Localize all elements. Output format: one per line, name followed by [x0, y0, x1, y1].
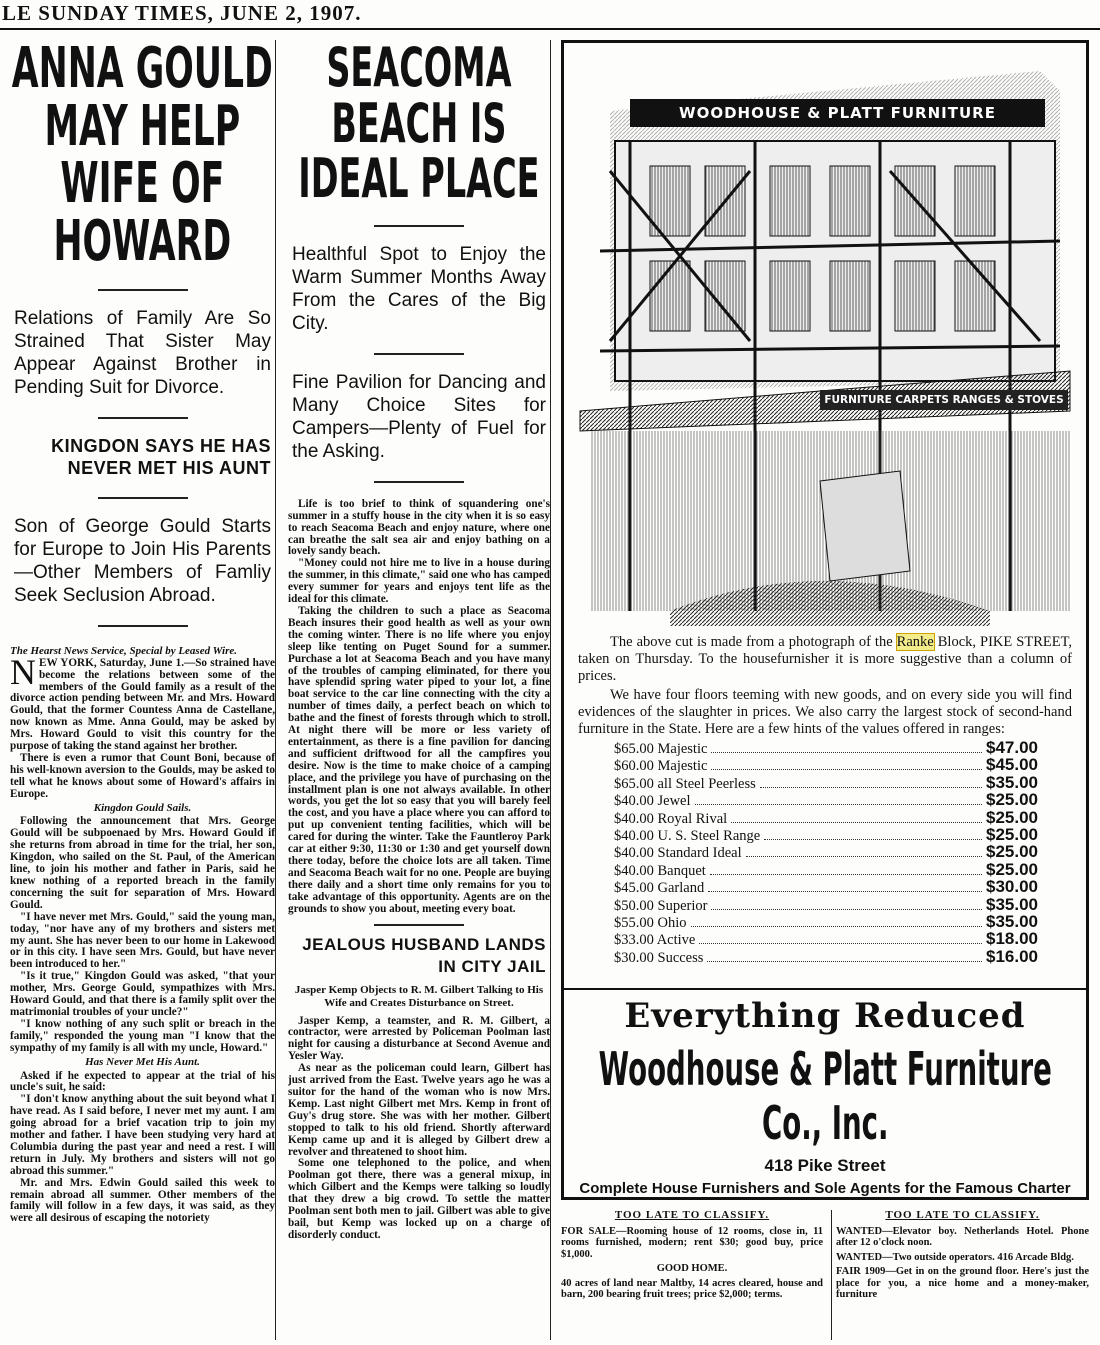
everything-reduced: Everything Reduced	[564, 988, 1086, 1036]
leader-dots	[764, 839, 982, 840]
price-row	[614, 827, 1038, 844]
headline-gould: ANNA GOULD MAY HELP WIFE OF HOWARD	[11, 40, 274, 275]
deck-relations: Relations of Family Are So Strained That Sister May Appear Against Brother in Pending Suit for Divorce.	[14, 307, 271, 398]
leader-dots	[691, 926, 983, 927]
caption-text: The above cut is made from a photograph of the	[610, 634, 897, 650]
classified-left	[561, 1210, 832, 1340]
price-row	[614, 879, 1038, 896]
sale-price: $47.00	[986, 738, 1038, 757]
company-address: 418 Pike Street	[764, 1156, 886, 1176]
company-name: Woodhouse & Platt Furniture Co., Inc.	[598, 1042, 1052, 1151]
leader-dots	[699, 943, 982, 944]
divider	[374, 481, 464, 483]
paragraph: Some one telephoned to the police, and when Poolman got there, there was a general mixup, in which Gilbert and the Kemps were talking so loudly that they drew a big crowd. To settle the matter Poolman sent both men to jail. Gilbert was able to give bail, but Kemp was locked up on a charge of disorderly conduct.	[288, 1157, 550, 1241]
price-row	[614, 946, 1038, 966]
sale-price: $35.00	[986, 912, 1038, 932]
deck-son: Son of George Gould Starts for Europe to Join His Parents—Other Members of Famliy Seek Seclusion Abroad.	[14, 515, 271, 606]
paragraph: "I don't know anything about the suit beyond what I have read. As I said before, I never met my aunt. I am going abroad for a brief vacation trip to join my mother and father. I have been studying very hard at Columbia during the past year and need a rest. I will return in July. My brothers and sisters will not go abroad this summer."	[10, 1093, 275, 1177]
store-sign: WOODHOUSE & PLATT FURNITURE	[630, 99, 1045, 127]
range-model: $65.00 Majestic	[614, 741, 708, 757]
ad-caption	[564, 634, 1086, 738]
divider	[98, 625, 188, 627]
sale-price: $35.00	[986, 894, 1038, 914]
classified-heading: TOO LATE TO CLASSIFY.	[885, 1210, 1040, 1221]
paragraph: As near as the policeman could learn, Gilbert has just arrived from the East. Twelve years ago he was a suitor for the hand of the woman who is now Mrs. Kemp. Last night Gilbert met Mrs. Kemp in front of Guy's drug store. She was with her mother. Gilbert stopped to talk to his old friend. Shortly afterward Kemp came up and it is alleged by Gilbert drew a revolver and threatened to shoot him.	[288, 1062, 550, 1158]
subhead-kingdon-sails: Kingdon Gould Sails.	[93, 801, 192, 814]
range-model: $60.00 Majestic	[614, 758, 708, 775]
divider	[98, 417, 188, 419]
deck-kemp: Jasper Kemp Objects to R. M. Gilbert Talking to His Wife and Creates Disturbance on Street.	[294, 983, 544, 1009]
price-row	[614, 894, 1038, 914]
building-illustration	[570, 51, 1080, 626]
paragraph: Jasper Kemp, a teamster, and R. M. Gilbert, a contractor, were arrested by Policeman Poolman last night for causing a disturbance at Second Avenue and Yesler Way.	[288, 1014, 550, 1063]
range-model: $33.00 Active	[614, 932, 696, 949]
highlighted-word-ranke: Ranke	[896, 634, 934, 650]
paragraph: Life is too brief to think of squandering one's summer in a stuffy house in the city when it is so easy to reach Seacoma Beach and enjoy nature, where one can breathe the salt sea air and enjoy bathing on a lovely sandy beach.	[288, 497, 550, 558]
divider	[374, 225, 464, 227]
paragraph: Following the announcement that Mrs. George Gould will be subpoenaed by Mrs. Howard Gould if she returns from abroad in time for the trial, her son, Kingdon, who sailed on the St. Paul, of the American line, to join his mother and father in Paris, said he knew nothing of a reported breach in the family concerning the suit for separation of Mrs. Howard Gould.	[10, 815, 275, 911]
paragraph: There is even a rumor that Count Boni, because of his well-known aversion to the Goulds, may be asked to tell what he knows about some of Howard's affairs in Europe.	[10, 751, 275, 800]
paragraph: "Is it true," Kingdon Gould was asked, "that your mother, Mrs. George Gould, sympathizes with Mrs. Howard Gould, and that there is a family split over the matrimonial troubles of your uncle?"	[10, 970, 275, 1018]
price-row	[614, 807, 1038, 827]
paragraph: Mr. and Mrs. Edwin Gould sailed this week to remain abroad all summer. Other members of the family will follow in a few days, it was said, as they were all desirous of escaping the notoriety	[10, 1176, 275, 1225]
sale-price: $25.00	[986, 790, 1038, 810]
paragraph: "I have never met Mrs. Gould," said the young man, today, "nor have any of my brothers and sisters met my aunt. She has never been to our home in Lakewood or in this city. I have seen Mrs. Gould, but have never been introduced to her."	[10, 910, 275, 971]
price-row	[614, 772, 1038, 792]
range-model: $40.00 Royal Rival	[614, 810, 728, 827]
price-row	[614, 792, 1038, 809]
sale-price: $35.00	[986, 772, 1038, 792]
article-body	[288, 1016, 550, 1242]
divider	[98, 289, 188, 291]
range-model: $40.00 U. S. Steel Range	[614, 828, 761, 845]
price-row	[614, 914, 1038, 931]
classified-heading: GOOD HOME.	[656, 1263, 728, 1274]
sale-price: $25.00	[986, 825, 1038, 845]
classified-ad: FAIR 1909—Get in on the ground floor. Here's just the place for you, a nice home and a money-maker, furniture	[836, 1266, 1089, 1300]
article-body	[288, 499, 550, 916]
paragraph: EW YORK, Saturday, June 1.—So strained have become the relations between some of the members of the Gould family as a result of the divorce action pending between Mr. and Mrs. Howard Gould, that the former Countess Anna de Castellane, now known as Mme. Anna Gould, may be asked by Mrs. Howard Gould to visit this country for the purpose of taking the stand against her brother.	[10, 656, 275, 753]
sale-price: $45.00	[986, 755, 1038, 775]
caption-text: We have four floors teeming with new goods, and on every side you will find evidences of the slaughter in prices. We also carry the largest stock of second-hand furniture in the State. Here are a few hints of the values offered in ranges:	[578, 687, 1072, 737]
price-row	[614, 740, 1038, 757]
sale-price: $16.00	[986, 946, 1038, 966]
leader-dots	[711, 752, 982, 753]
range-model: $55.00 Ohio	[614, 915, 687, 932]
furniture-advertisement	[561, 40, 1089, 1200]
leader-dots	[760, 787, 982, 788]
leader-dots	[746, 856, 982, 857]
sale-price: $18.00	[986, 929, 1038, 949]
leader-dots	[710, 874, 982, 875]
leader-dots	[707, 961, 982, 962]
price-row	[614, 757, 1038, 774]
divider	[374, 924, 464, 926]
range-model: $40.00 Standard Ideal	[614, 845, 742, 862]
paragraph: "Money could not hire me to live in a house during the summer, in this climate," said one who has camped every summer for years and enjoys tent life as the ideal for this climate.	[288, 557, 550, 606]
range-model: $40.00 Jewel	[614, 793, 691, 810]
sale-price: $25.00	[986, 807, 1038, 827]
classified-heading: TOO LATE TO CLASSIFY.	[614, 1210, 770, 1221]
classifieds	[561, 1210, 1089, 1340]
classified-right	[836, 1210, 1089, 1340]
classified-ad: WANTED—Elevator boy. Netherlands Hotel. Phone after 12 o'clock noon.	[836, 1225, 1089, 1248]
range-model: $45.00 Garland	[614, 880, 705, 897]
classified-ad: FOR SALE—Rooming house of 12 rooms, close in, 11 rooms furnished, modern; rent $30; good buy, price $1,000.	[561, 1225, 823, 1260]
leader-dots	[731, 822, 982, 823]
article-body	[10, 651, 275, 1226]
headline-jealous-husband: JEALOUS HUSBAND LANDS IN CITY JAIL	[302, 934, 546, 976]
caption-text: Block, PIKE STREET, taken on Thursday. To the housefurnisher it is more suggestive than a column of prices.	[578, 634, 1072, 684]
masthead: LE SUNDAY TIMES, JUNE 2, 1907.	[0, 0, 1100, 30]
price-row	[614, 859, 1038, 879]
sale-price: $25.00	[986, 842, 1038, 862]
price-row	[614, 931, 1038, 948]
company-tagline: Complete House Furnishers and Sole Agents for the Famous Charter	[579, 1180, 1071, 1198]
classified-ad: 40 acres of land near Maltby, 14 acres cleared, house and barn, 200 bearing fruit trees; price $2,000; terms.	[561, 1277, 823, 1300]
sale-price: $25.00	[986, 859, 1038, 879]
divider	[98, 497, 188, 499]
paragraph: Asked if he expected to appear at the trial of his uncle's suit, he said:	[10, 1069, 275, 1094]
leader-dots	[711, 769, 982, 770]
sale-price: $30.00	[986, 877, 1038, 897]
deck-kingdon: KINGDON SAYS HE HAS NEVER MET HIS AUNT	[51, 435, 271, 478]
article-gould	[10, 40, 276, 1340]
leader-dots	[708, 891, 982, 892]
article-seacoma	[288, 40, 551, 1340]
deck-healthful: Healthful Spot to Enjoy the Warm Summer Months Away From the Cares of the Big City.	[292, 243, 546, 334]
wire-credit: The Hearst News Service, Special by Leased Wire.	[10, 644, 237, 657]
deck-pavilion: Fine Pavilion for Dancing and Many Choice Sites for Campers—Plenty of Fuel for the Asking.	[292, 371, 546, 462]
headline-seacoma: SEACOMA BEACH IS IDEAL PLACE	[298, 40, 540, 211]
divider	[374, 353, 464, 355]
classified-ad: WANTED—Two outside operators. 416 Arcade Bldg.	[836, 1251, 1074, 1263]
range-model: $65.00 all Steel Peerless	[614, 775, 756, 792]
paragraph: "I know nothing of any such split or breach in the family," responded the young man "I know that the sympathy of my family is all with my uncle, Howard."	[10, 1017, 275, 1054]
building-engraving	[570, 51, 1080, 626]
leader-dots	[695, 804, 982, 805]
subhead-never-met: Has Never Met His Aunt.	[85, 1055, 200, 1068]
storefront-banner: FURNITURE CARPETS RANGES & STOVES	[820, 390, 1068, 410]
leader-dots	[711, 909, 982, 910]
range-model: $30.00 Success	[614, 949, 704, 966]
range-model: $50.00 Superior	[614, 897, 708, 914]
range-model: $40.00 Banquet	[614, 862, 706, 879]
range-price-list	[614, 740, 1038, 966]
paragraph: Taking the children to such a place as Seacoma Beach insures their good health as well as your own the coming winter. There is no life where you enjoy sleep like tenting on Puget Sound for a summer. Purchase a lot at Seacoma Beach and you have many of the troubles of camping eliminated, for there you have splendid spring water piped to your lot, a fine boat service to the car line connecting with the city a number of times daily, a perfect beach on which to bathe and the finest of forests through which to stroll. At night there will be more or less variety of entertainment, as there is a fine pavilion for dancing and sufficient driftwood for all the campfires you desire. Now is the time to make choice of a camping place, and the privilege you have of purchasing on the installment plan is one not always available. In other words, you get the lot so easy that you will barely feel the cost, and you have a place where you can afford to put up convenient tenting facilities, which will be cared for during the winter. Take the Fauntleroy Park car at either 9:30, 11:30 or 1:30 and get yourself down there today, before the choice lots are all taken. Time and Seacoma Beach wait for no one. People are buying there daily and a short time only remains for you to take advantage of this opportunity. Agents are on the grounds to show you about, meeting every boat.	[288, 604, 550, 915]
price-row	[614, 844, 1038, 861]
drop-cap: N	[10, 651, 36, 692]
